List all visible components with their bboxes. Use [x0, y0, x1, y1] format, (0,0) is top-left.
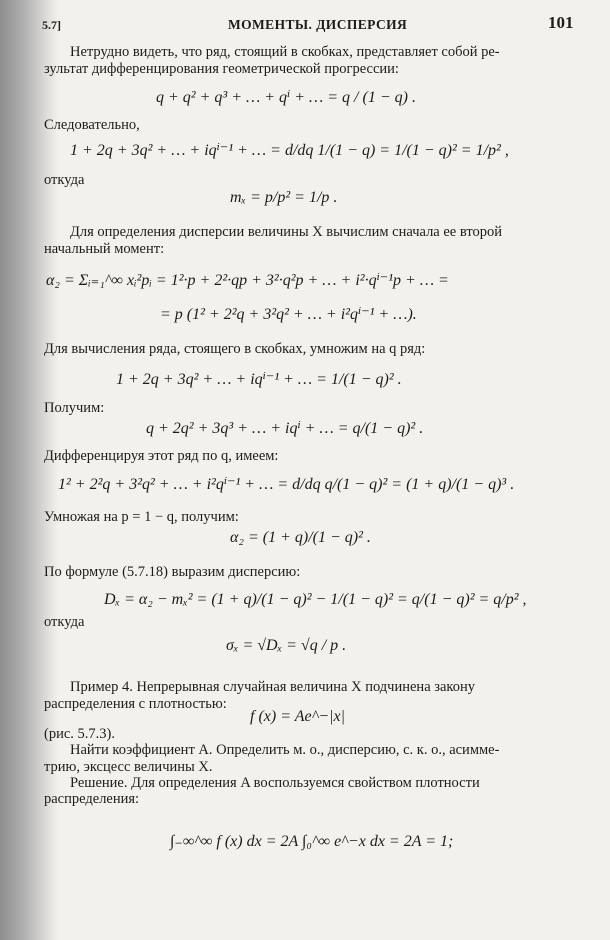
formula: f (x) = Ae^−|x| [250, 708, 346, 725]
formula: σₓ = √Dₓ = √q / p . [226, 637, 347, 654]
formula: q + q² + q³ + … + qⁱ + … = q / (1 − q) . [156, 89, 416, 106]
text-line: Пример 4. Непрерывная случайная величина X подчинена закону [70, 679, 475, 695]
text-line: Для определения дисперсии величины X вычислим сначала ее второй [70, 224, 503, 240]
text-line: откуда [44, 172, 85, 188]
text-line: Решение. Для определения A воспользуемся свойством плотности [70, 775, 480, 791]
formula: 1² + 2²q + 3²q² + … + i²qⁱ⁻¹ + … = d/dq q/(1 − q)² = (1 + q)/(1 − q)³ . [58, 476, 515, 493]
text-line: По формуле (5.7.18) выразим дисперсию: [44, 564, 301, 580]
text-line: распределения: [44, 791, 140, 807]
text-line: зультат дифференцирования геометрической прогрессии: [44, 61, 399, 77]
formula: 1 + 2q + 3q² + … + iqⁱ⁻¹ + … = 1/(1 − q)² . [116, 371, 402, 388]
text-line: (рис. 5.7.3). [44, 726, 115, 742]
formula: Dₓ = α₂ − mₓ² = (1 + q)/(1 − q)² − 1/(1 − q)² = q/(1 − q)² = q/p² , [104, 591, 527, 608]
text-line: откуда [44, 614, 85, 630]
formula: q + 2q² + 3q³ + … + iqⁱ + … = q/(1 − q)² . [146, 420, 424, 437]
text-line: распределения с плотностью: [44, 696, 227, 712]
section-number: 5.7] [42, 18, 61, 32]
text-line: Получим: [44, 400, 105, 416]
running-head: МОМЕНТЫ. ДИСПЕРСИЯ [228, 17, 408, 32]
formula: ∫₋∞^∞ f (x) dx = 2A ∫₀^∞ e^−x dx = 2A = 1; [170, 833, 454, 850]
text-line: Умножая на p = 1 − q, получим: [44, 509, 239, 525]
formula: α₂ = (1 + q)/(1 − q)² . [230, 529, 371, 546]
text-line: Дифференцируя этот ряд по q, имеем: [44, 448, 279, 464]
text-line: трию, эксцесс величины X. [44, 759, 213, 775]
text-line: Найти коэффициент A. Определить м. о., дисперсию, с. к. о., асимме- [70, 742, 500, 758]
formula: mₓ = p/p² = 1/p . [230, 189, 338, 206]
page-number: 101 [548, 13, 574, 32]
text-line: Нетрудно видеть, что ряд, стоящий в скобках, представляет собой ре- [70, 44, 500, 60]
formula: = p (1² + 2²q + 3²q² + … + i²qⁱ⁻¹ + …). [160, 306, 417, 323]
text-line: Следовательно, [44, 117, 140, 133]
formula: 1 + 2q + 3q² + … + iqⁱ⁻¹ + … = d/dq 1/(1 − q) = 1/(1 − q)² = 1/p² , [70, 142, 509, 159]
text-line: Для вычисления ряда, стоящего в скобках, умножим на q ряд: [44, 341, 426, 357]
formula: α₂ = Σᵢ₌₁^∞ xᵢ²pᵢ = 1²·p + 2²·qp + 3²·q²p + … + i²·qⁱ⁻¹p + … = [46, 272, 449, 289]
text-line: начальный момент: [44, 241, 165, 257]
